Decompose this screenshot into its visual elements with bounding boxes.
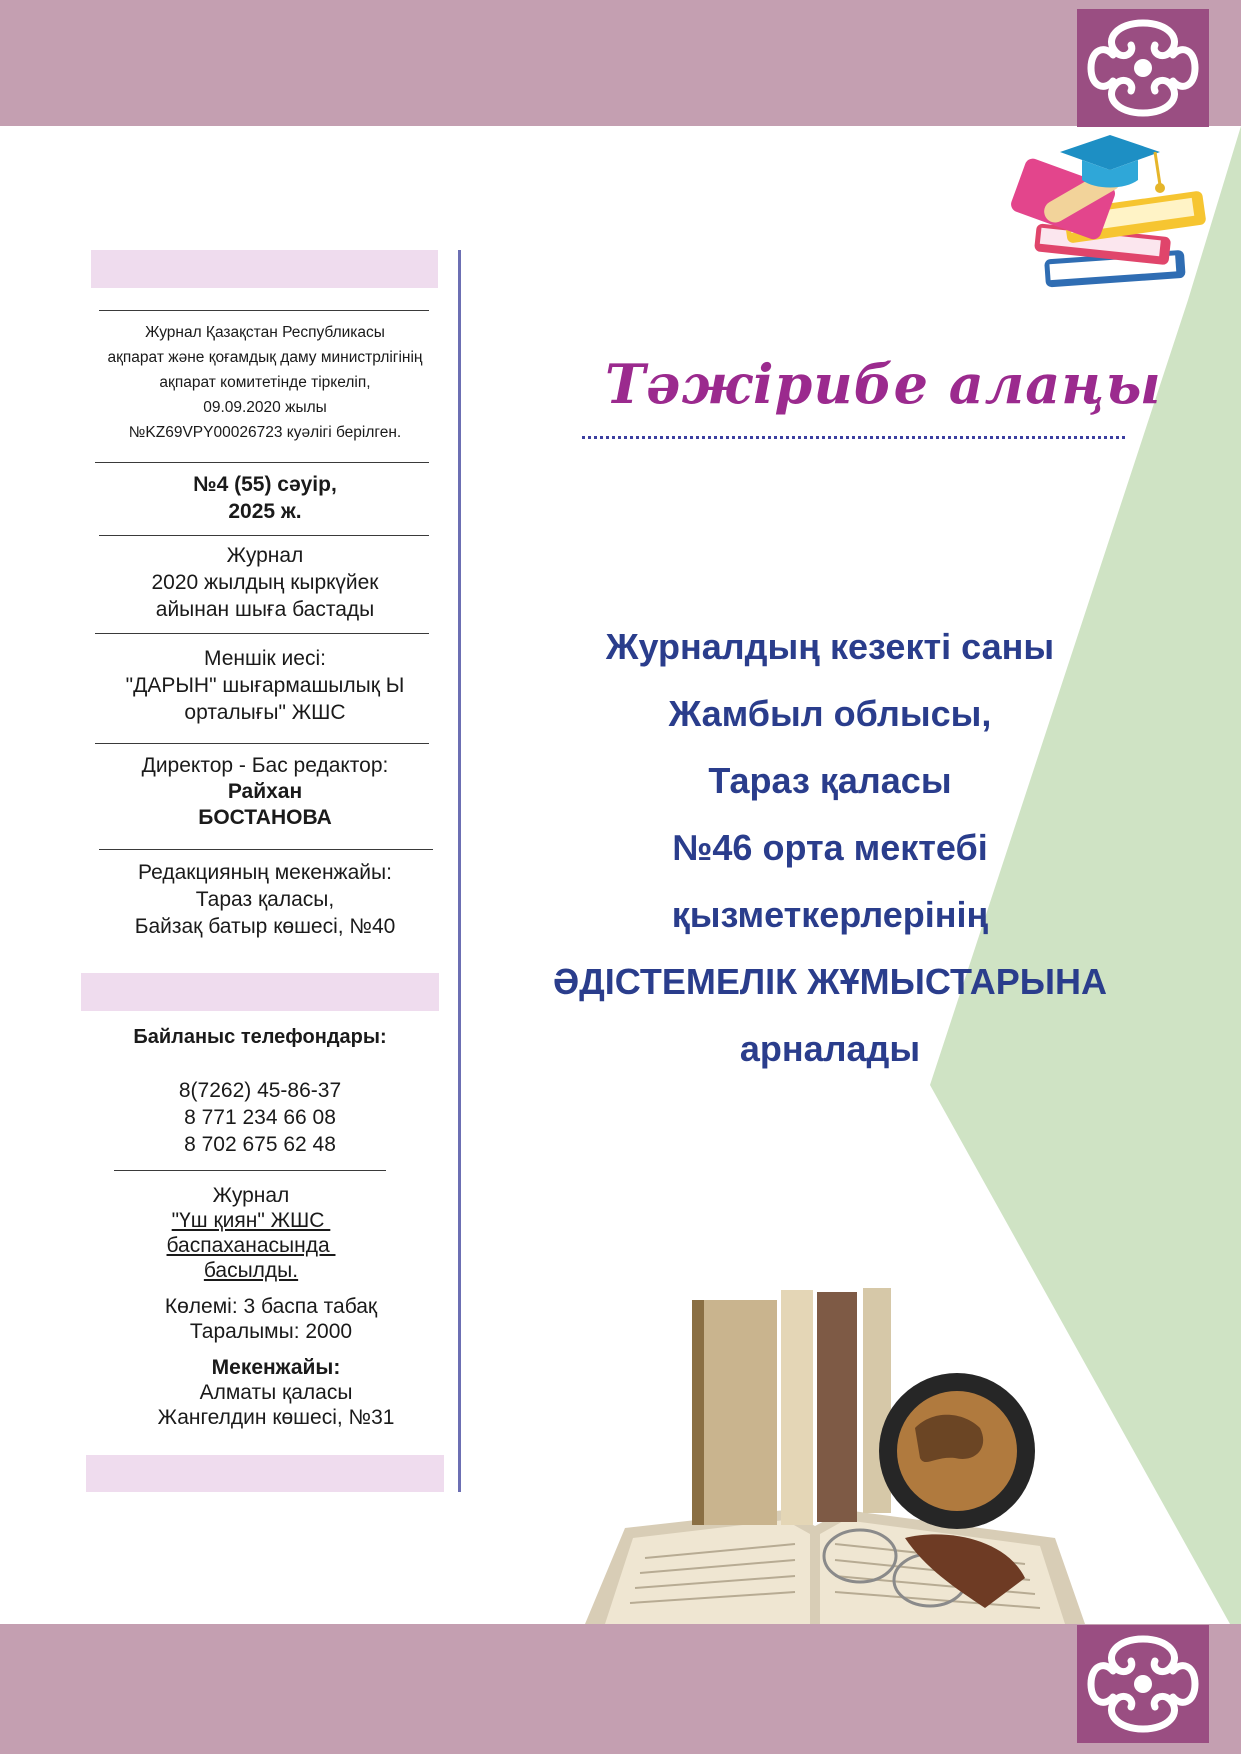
issue-info	[80, 471, 450, 525]
issue-headline	[520, 613, 1140, 1082]
rule	[114, 1170, 386, 1171]
rule	[95, 743, 429, 744]
books-globe-illustration	[585, 1288, 1125, 1624]
rule	[99, 535, 429, 536]
phone-number: 8 702 675 62 48	[184, 1133, 336, 1156]
masthead-top-bar	[91, 250, 438, 288]
ornament-icon	[1077, 1625, 1209, 1743]
director-info	[80, 753, 450, 831]
editorial-address	[80, 859, 450, 940]
printer-name: "Үш қиян" ЖШС	[171, 1209, 331, 1232]
registration-line: ақпарат және қоғамдық даму министрлігінің	[107, 349, 423, 366]
volume-line: Көлемі: 3 баспа табақ	[164, 1295, 378, 1318]
registration-line: Журнал Қазақстан Республикасы	[145, 324, 385, 341]
issue-year: 2025 ж.	[228, 500, 302, 523]
director-label: Директор - Бас редактор:	[141, 754, 389, 777]
text-line: басылды.	[203, 1259, 299, 1282]
printer-info	[66, 1183, 436, 1283]
title-dotted-underline	[582, 436, 1125, 439]
headline-line: Тараз қаласы	[708, 760, 952, 801]
issue-number: №4 (55) сәуір,	[193, 473, 337, 496]
headline-line: №46 орта мектебі	[672, 827, 988, 868]
director-last-name: БОСТАНОВА	[198, 806, 332, 829]
circulation-line: Таралымы: 2000	[189, 1320, 353, 1343]
text-line: Журнал	[212, 1184, 290, 1207]
text-line: орталығы" ЖШС	[184, 701, 346, 724]
registration-info	[80, 320, 450, 445]
registration-line: ақпарат комитетінде тіркеліп,	[159, 374, 371, 391]
phone-number: 8(7262) 45-86-37	[178, 1079, 342, 1102]
phone-number: 8 771 234 66 08	[184, 1106, 336, 1129]
headline-line: Жамбыл облысы,	[668, 693, 992, 734]
text-line: "ДАРЫН" шығармашылық Ы	[125, 674, 405, 697]
text-line: Тараз қаласы,	[195, 888, 335, 911]
registration-line: 09.09.2020 жылы	[203, 399, 327, 416]
headline-line: қызметкерлерінің	[671, 894, 989, 935]
masthead-middle-bar	[81, 973, 439, 1011]
text-line: Байзақ батыр көшесі, №40	[134, 915, 396, 938]
director-first-name: Райхан	[227, 780, 303, 803]
phone-list	[75, 1077, 445, 1158]
text-line: 2020 жылдың кыркүйек	[151, 571, 379, 594]
rule	[95, 462, 429, 463]
owner-info	[80, 645, 450, 726]
headline-line: арналады	[739, 1028, 921, 1069]
graduation-books-illustration	[1010, 130, 1215, 310]
text-line: Жангелдин көшесі, №31	[157, 1406, 395, 1429]
bottom-band	[0, 1624, 1241, 1754]
print-address	[91, 1355, 461, 1430]
ornament-icon	[1077, 9, 1209, 127]
text-line: баспаханасында	[166, 1234, 336, 1257]
column-divider	[458, 250, 461, 1492]
print-address-label: Мекенжайы:	[211, 1356, 341, 1379]
text-line: Редакцияның мекенжайы:	[138, 861, 392, 884]
rule	[99, 849, 433, 850]
volume-info	[86, 1294, 456, 1344]
text-line: Меншік иесі:	[204, 647, 326, 670]
publication-start	[80, 542, 450, 623]
masthead-bottom-bar	[86, 1455, 444, 1492]
text-line: Журнал	[226, 544, 304, 567]
rule	[99, 310, 429, 311]
phones-label: Байланыс телефондары:	[133, 1026, 387, 1048]
registration-line: №KZ69VPY00026723 куәлігі берілген.	[128, 424, 402, 441]
headline-line: ӘДІСТЕМЕЛІК ЖҰМЫСТАРЫНА	[553, 961, 1107, 1002]
section-title: Тәжірибе алаңы	[605, 352, 1162, 416]
rule	[95, 633, 429, 634]
text-line: Алматы қаласы	[199, 1381, 353, 1404]
headline-line: Журналдың кезекті саны	[605, 626, 1055, 667]
text-line: айынан шыға бастады	[155, 598, 375, 621]
